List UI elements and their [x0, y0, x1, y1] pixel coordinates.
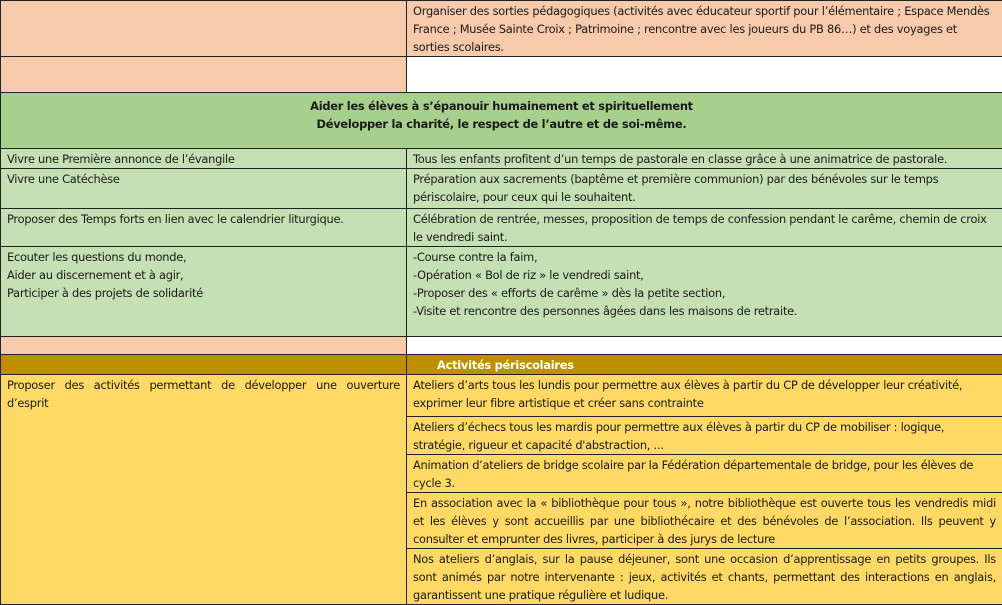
pastorale-title-line2: Développer la charité, le respect de l’autre et de soi-même. — [7, 115, 996, 133]
cell-objective: Proposer des Temps forts en lien avec le calendrier liturgique. — [1, 209, 407, 247]
cell-activity-arts: Ateliers d’arts tous les lundis pour permettre aux élèves à partir du CP de développer leur créativité, exprimer leur fibre artistique et créer sans contrainte — [407, 375, 1002, 417]
cell-periscolaire-objective: Proposer des activités permettant de développer une ouverture d’esprit — [1, 375, 407, 605]
cell-action: Tous les enfants profitent d’un temps de pastorale en classe grâce à une animatrice de pastorale. — [407, 149, 1002, 169]
cell-activity-bibliotheque: En association avec la « bibliothèque pour tous », notre bibliothèque est ouverte tous les vendredis midi et les élèves y sont accueillis par une bibliothécaire et des bénévoles de l’association. Ils peuvent y consulter et emprunter des livres, participer à des jurys de lecture — [407, 493, 1002, 549]
objective-line: Aider au discernement et à agir, — [7, 266, 400, 284]
periscolaire-header-left — [1, 355, 407, 375]
action-line: -Opération « Bol de riz » le vendredi saint, — [413, 266, 996, 284]
action-line: -Proposer des « efforts de carême » dès la petite section, — [413, 284, 996, 302]
table-row-pastorale — [1, 149, 1002, 169]
table-row-pastorale — [1, 209, 1002, 247]
action-line: -Course contre la faim, — [413, 248, 996, 266]
table-row-pastorale — [1, 247, 1002, 337]
section-header-pastorale — [1, 93, 1002, 149]
cell-empty-right-2 — [407, 337, 1002, 355]
cell-action: Préparation aux sacrements (baptême et première communion) par des bénévoles sur le temps périscolaire, pour ceux qui le souhaitent. — [407, 169, 1002, 209]
table-row-empty-1 — [1, 57, 1002, 93]
cell-activity-bridge: Animation d’ateliers de bridge scolaire par la Fédération départementale de bridge, pour les élèves de cycle 3. — [407, 455, 1002, 493]
cell-objective — [1, 247, 407, 337]
periscolaire-title: Activités périscolaires — [407, 355, 1002, 375]
cell-activity-echecs: Ateliers d’échecs tous les mardis pour permettre aux élèves à partir du CP de mobiliser : logique, stratégie, rigueur et capacité d'abstraction, ... — [407, 417, 1002, 455]
cell-empty-left-2 — [1, 337, 407, 355]
cell-action: Célébration de rentrée, messes, proposition de temps de confession pendant le carême, chemin de croix le vendredi saint. — [407, 209, 1002, 247]
cell-empty-left-1 — [1, 57, 407, 93]
table-row-pastorale — [1, 169, 1002, 209]
objective-line: Participer à des projets de solidarité — [7, 284, 400, 302]
pastorale-title-line1: Aider les élèves à s’épanouir humainement et spirituellement — [7, 97, 996, 115]
cell-left-sorties — [1, 1, 407, 57]
pastorale-title-cell — [1, 93, 1002, 149]
cell-activity-anglais: Nos ateliers d’anglais, sur la pause déjeuner, sont une occasion d’apprentissage en petits groupes. Ils sont animés par notre intervenante : jeux, activités et chants, permettant des interactions en anglais, garantissent une pratique régulière et ludique. — [407, 549, 1002, 605]
cell-sorties-description: Organiser des sorties pédagogiques (activités avec éducateur sportif pour l’élémentaire ; Espace Mendès France ; Musée Sainte Croix ; Patrimoine ; rencontre avec les joueurs du PB 86…) et des voyages et sorties scolaires. — [407, 1, 1002, 57]
cell-empty-right-1 — [407, 57, 1002, 93]
table-row-periscolaire — [1, 375, 1002, 417]
section-header-periscolaire — [1, 355, 1002, 375]
cell-objective: Vivre une Première annonce de l’évangile — [1, 149, 407, 169]
cell-objective: Vivre une Catéchèse — [1, 169, 407, 209]
table-row-sorties — [1, 1, 1002, 57]
action-line: -Visite et rencontre des personnes âgées dans les maisons de retraite. — [413, 302, 996, 320]
table-row-empty-2 — [1, 337, 1002, 355]
objective-line: Ecouter les questions du monde, — [7, 248, 400, 266]
cell-action — [407, 247, 1002, 337]
